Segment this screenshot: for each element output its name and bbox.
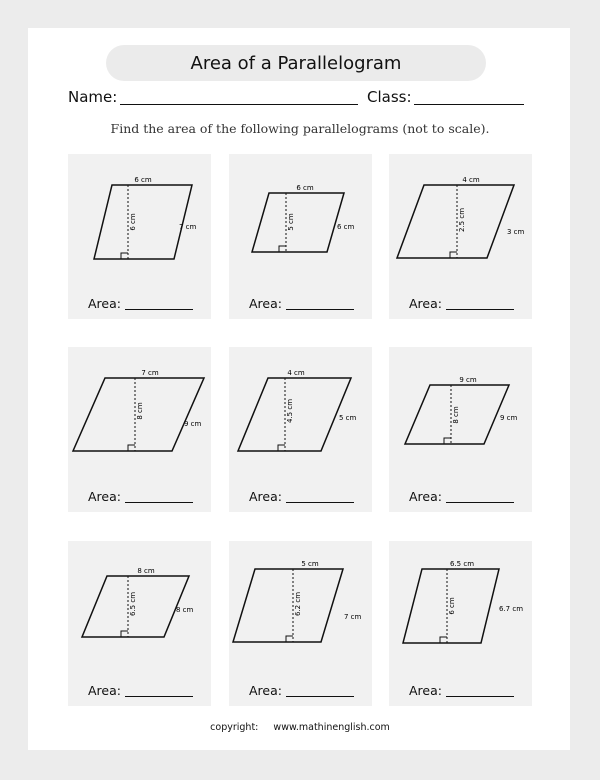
- base-label: 7 cm: [141, 369, 159, 377]
- height-label: 4.5 cm: [286, 398, 294, 424]
- class-label: Class:: [367, 88, 412, 106]
- side-label: 9 cm: [184, 420, 202, 428]
- problem-card-4: [68, 347, 211, 512]
- area-answer-field[interactable]: [286, 684, 354, 697]
- area-answer-field[interactable]: [125, 490, 193, 503]
- area-answer: Area:: [88, 489, 193, 504]
- base-label: 9 cm: [459, 376, 477, 384]
- side-label: 9 cm: [500, 414, 518, 422]
- height-label: 6.2 cm: [294, 591, 302, 617]
- base-label: 8 cm: [137, 567, 155, 575]
- height-label: 6 cm: [129, 213, 137, 231]
- parallelogram-diagram-2: [229, 154, 372, 294]
- copyright-footer: [0, 722, 600, 733]
- base-label: 4 cm: [462, 176, 480, 184]
- area-answer-field[interactable]: [125, 297, 193, 310]
- area-answer: Area:: [409, 683, 514, 698]
- area-answer: Area:: [249, 683, 354, 698]
- side-label: 7 cm: [179, 223, 197, 231]
- parallelogram-diagram-7: [68, 541, 211, 681]
- worksheet-title: [106, 45, 486, 81]
- height-label: 8 cm: [136, 402, 144, 420]
- class-field[interactable]: [414, 104, 524, 105]
- side-label: 8 cm: [176, 606, 194, 614]
- area-answer-field[interactable]: [125, 684, 193, 697]
- name-field[interactable]: [120, 104, 358, 105]
- area-answer-field[interactable]: [446, 297, 514, 310]
- parallelogram-diagram-5: [229, 347, 372, 487]
- height-label: 6.5 cm: [129, 591, 137, 617]
- name-label: Name:: [68, 88, 118, 106]
- side-label: 7 cm: [344, 613, 362, 621]
- problem-card-8: [229, 541, 372, 706]
- height-label: 2.5 cm: [458, 207, 466, 233]
- parallelogram-diagram-9: [389, 541, 532, 681]
- base-label: 6 cm: [296, 184, 314, 192]
- instructions: Find the area of the following parallelograms (not to scale).: [110, 121, 490, 136]
- problem-card-1: [68, 154, 211, 319]
- area-answer-field[interactable]: [286, 490, 354, 503]
- area-answer: Area:: [409, 489, 514, 504]
- parallelogram-diagram-6: [389, 347, 532, 487]
- area-answer: Area:: [249, 296, 354, 311]
- height-label: 6 cm: [448, 597, 456, 615]
- base-label: 4 cm: [287, 369, 305, 377]
- area-answer-field[interactable]: [446, 490, 514, 503]
- base-label: 6.5 cm: [449, 560, 475, 568]
- height-label: 5 cm: [287, 213, 295, 231]
- problem-card-6: [389, 347, 532, 512]
- problem-card-7: [68, 541, 211, 706]
- problem-card-5: [229, 347, 372, 512]
- parallelogram-diagram-1: [68, 154, 211, 294]
- title-text: Area of a Parallelogram: [190, 52, 402, 74]
- side-label: 6.7 cm: [499, 605, 524, 613]
- area-answer: Area:: [249, 489, 354, 504]
- problem-card-3: [389, 154, 532, 319]
- side-label: 6 cm: [337, 223, 355, 231]
- area-answer: Area:: [409, 296, 514, 311]
- side-label: 3 cm: [507, 228, 525, 236]
- parallelogram-diagram-4: [68, 347, 211, 487]
- problem-card-9: [389, 541, 532, 706]
- base-label: 6 cm: [134, 176, 152, 184]
- area-answer-field[interactable]: [446, 684, 514, 697]
- area-answer: Area:: [88, 296, 193, 311]
- side-label: 5 cm: [339, 414, 357, 422]
- copyright-label: copyright:: [210, 722, 259, 733]
- area-answer-field[interactable]: [286, 297, 354, 310]
- parallelogram-diagram-3: [389, 154, 532, 294]
- problem-card-2: [229, 154, 372, 319]
- area-answer: Area:: [88, 683, 193, 698]
- copyright-site[interactable]: www.mathinenglish.com: [273, 722, 390, 733]
- height-label: 8 cm: [452, 406, 460, 424]
- parallelogram-diagram-8: [229, 541, 372, 681]
- base-label: 5 cm: [301, 560, 319, 568]
